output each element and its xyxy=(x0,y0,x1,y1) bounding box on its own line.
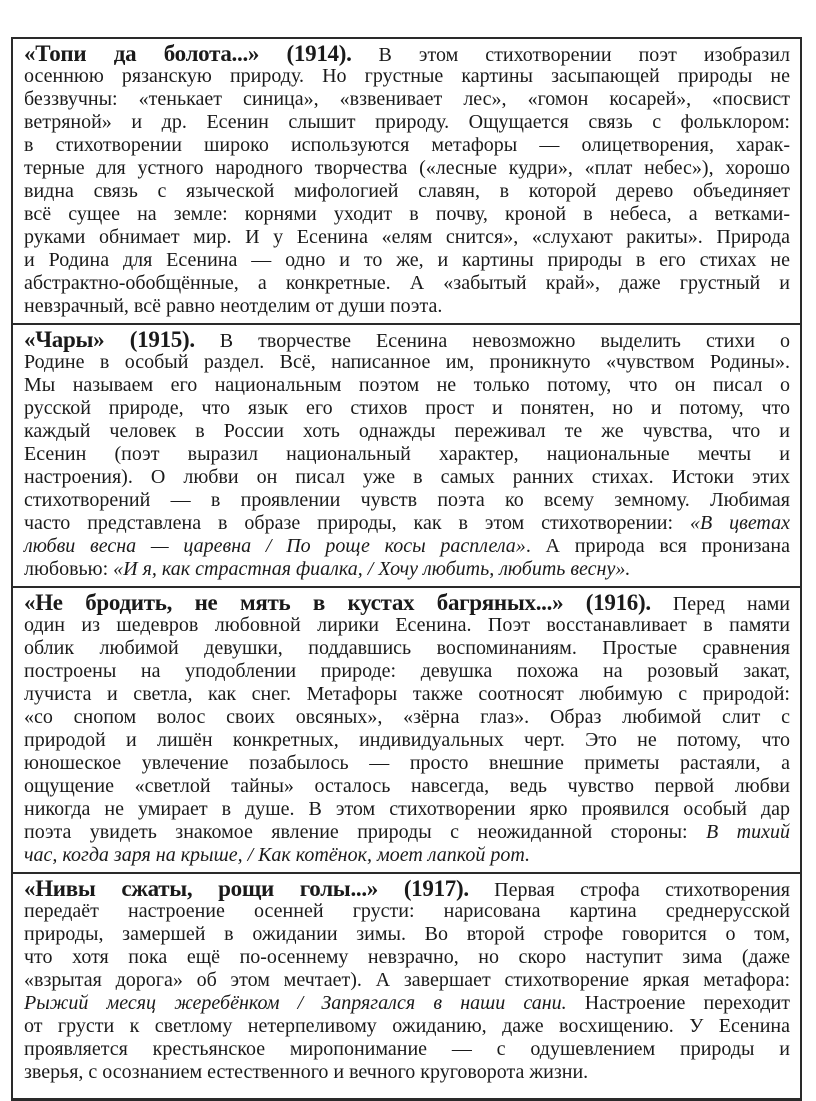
poem-quote: Рыжий месяц жеребёнком / Запрягался в наши сани. xyxy=(24,992,567,1014)
body-text: Настроение переходит xyxy=(566,992,790,1014)
body-text: ощущение «светлой тайны» осталось навсегда, ведь чувство первой любви xyxy=(24,775,790,797)
text-line xyxy=(24,637,790,660)
text-line xyxy=(24,157,790,180)
body-text: В этом стихотворении поэт изобразил xyxy=(351,44,790,66)
text-line xyxy=(24,397,790,420)
body-text: руками обнимает мир. И у Есенина «елям снится», «слухают ракиты». Природа xyxy=(24,226,790,248)
body-text: каждый человек в России хоть однажды переживал те же чувства, что и xyxy=(24,420,790,442)
poem-quote: «В цветах xyxy=(689,512,790,534)
text-line xyxy=(24,946,790,969)
section-nivy-szhaty xyxy=(13,872,800,1098)
text-line xyxy=(24,1061,790,1084)
poem-commentary-box xyxy=(11,37,802,1101)
body-text: проявляется крестьянское миропонимание — с одушевлением природы и xyxy=(24,1038,790,1060)
body-text: стихотворений — в проявлении чувств поэта ко всему земному. Любимая xyxy=(24,489,790,511)
poem-title: «Топи да болота...» (1914). xyxy=(24,41,352,66)
body-text: природы, замершей в ожидании зимы. Во второй строфе говорится о том, xyxy=(24,923,790,945)
text-line xyxy=(24,558,790,581)
body-text: построены на уподоблении природе: девушка похожа на розовый закат, xyxy=(24,660,790,682)
text-line xyxy=(24,420,790,443)
text-line xyxy=(24,111,790,134)
text-line xyxy=(24,752,790,775)
text-line xyxy=(24,272,790,295)
poem-quote: В тихий xyxy=(706,821,791,843)
text-line xyxy=(24,65,790,88)
text-line xyxy=(24,42,790,65)
body-text: природой и лишён конкретных, индивидуальных черт. Это не потому, что xyxy=(24,729,790,751)
text-line xyxy=(24,877,790,900)
body-text: настроения). О любви он писал уже в самых ранних стихах. Истоки этих xyxy=(24,466,790,488)
text-line xyxy=(24,466,790,489)
text-line xyxy=(24,614,790,637)
body-text: один из шедевров любовной лирики Есенина. Поэт восстанавливает в памяти xyxy=(24,614,790,636)
poem-title: «Не бродить, не мять в кустах багряных...» (1916). xyxy=(24,590,651,615)
text-line xyxy=(24,706,790,729)
text-line xyxy=(24,969,790,992)
body-text: никогда не умирает в душе. В этом стихотворении ярко проявился особый дар xyxy=(24,798,790,820)
text-line xyxy=(24,923,790,946)
body-text: облик любимой девушки, поддавшись воспоминаниям. Простые сравнения xyxy=(24,637,790,659)
body-text: В творчестве Есенина невозможно выделить стихи о xyxy=(194,330,791,352)
text-line xyxy=(24,992,790,1015)
text-line xyxy=(24,512,790,535)
body-text: «взрытая дорога» об этом мечтает). А завершает стихотворение яркая метафора: xyxy=(24,969,790,991)
body-text: от грусти к светлому нетерпеливому ожиданию, даже восхищению. У Есенина xyxy=(24,1015,790,1037)
body-text: русской природе, что язык его стихов прост и понятен, но и потому, что xyxy=(24,397,790,419)
text-line xyxy=(24,374,790,397)
body-text: юношеское увлечение позабылось — просто внешние приметы растаяли, а xyxy=(24,752,790,774)
poem-quote: час, когда заря на крыше, / Как котёнок, моет лапкой рот. xyxy=(24,844,531,866)
body-text: Есенин (поэт выразил национальный характер, национальные мечты и xyxy=(24,443,790,465)
poem-quote: любви весна — царевна / По роще косы расплела» xyxy=(24,535,526,557)
body-text: осеннюю рязанскую природу. Но грустные картины засыпающей природы не xyxy=(24,65,790,87)
text-line xyxy=(24,351,790,374)
text-line xyxy=(24,729,790,752)
text-line xyxy=(24,180,790,203)
body-text: зверья, с осознанием естественного и вечного круговорота жизни. xyxy=(24,1061,589,1083)
text-line xyxy=(24,249,790,272)
body-text: любовью: xyxy=(24,558,114,580)
section-topi-da-bolota xyxy=(13,39,800,323)
body-text: Родине в особый раздел. Всё, написанное им, проникнуто «чувством Родины». xyxy=(24,351,790,373)
body-text: лучиста и светла, как снег. Метафоры также соотносят любимую с природой: xyxy=(24,683,790,705)
body-text: Перед нами xyxy=(650,593,790,615)
text-line xyxy=(24,443,790,466)
body-text: беззвучны: «тенькает синица», «взвенивает лес», «гомон косарей», «посвист xyxy=(24,88,790,110)
poem-quote: «И я, как страстная фиалка, / Хочу любить, любить весну». xyxy=(113,558,631,580)
body-text: невзрачный, всё равно неотделим от души поэта. xyxy=(24,295,443,317)
text-line xyxy=(24,134,790,157)
text-line xyxy=(24,226,790,249)
body-text: что хотя пока ещё по-осеннему невзрачно, но скоро наступит зима (даже xyxy=(24,946,790,968)
text-line xyxy=(24,489,790,512)
text-line xyxy=(24,683,790,706)
body-text: . А природа вся пронизана xyxy=(525,535,790,557)
section-ne-brodit xyxy=(13,586,800,872)
body-text: поэта увидеть знакомое явление природы с неожиданной стороны: xyxy=(24,821,707,843)
text-line xyxy=(24,203,790,226)
poem-title: «Нивы сжаты, рощи голы...» (1917). xyxy=(24,876,469,901)
section-chary xyxy=(13,323,800,586)
body-text: Мы называем его национальным поэтом не только потому, что он писал о xyxy=(24,374,790,396)
poem-title: «Чары» (1915). xyxy=(24,327,195,352)
text-line xyxy=(24,88,790,111)
text-line xyxy=(24,1015,790,1038)
text-line xyxy=(24,775,790,798)
text-line xyxy=(24,328,790,351)
body-text: Первая строфа стихотворения xyxy=(468,879,790,901)
body-text: видна связь с языческой мифологией славян, в которой дерево объединяет xyxy=(24,180,790,202)
text-line xyxy=(24,535,790,558)
text-line xyxy=(24,295,790,318)
text-line xyxy=(24,821,790,844)
text-line xyxy=(24,660,790,683)
body-text: в стихотворении широко используются метафоры — олицетворения, харак- xyxy=(24,134,790,156)
text-line xyxy=(24,900,790,923)
text-line xyxy=(24,1038,790,1061)
body-text: всё сущее на земле: корнями уходит в почву, кроной в небеса, а ветками- xyxy=(24,203,790,225)
body-text: «со снопом волос своих овсяных», «зёрна глаз». Образ любимой слит с xyxy=(24,706,790,728)
body-text: ветряной» и др. Есенин слышит природу. Ощущается связь с фольклором: xyxy=(24,111,790,133)
body-text: часто представлена в образе природы, как в этом стихотворении: xyxy=(24,512,690,534)
body-text: передаёт настроение осенней грусти: нарисована картина среднерусской xyxy=(24,900,790,922)
body-text: абстрактно-обобщённые, а конкретные. А «забытый край», даже грустный и xyxy=(24,272,790,294)
text-line xyxy=(24,591,790,614)
text-line xyxy=(24,844,790,867)
body-text: и Родина для Есенина — одно и то же, и картины природы в его стихах не xyxy=(24,249,790,271)
text-line xyxy=(24,798,790,821)
body-text: терные для устного народного творчества («лесные кудри», «плат небес»), хорошо xyxy=(24,157,790,179)
